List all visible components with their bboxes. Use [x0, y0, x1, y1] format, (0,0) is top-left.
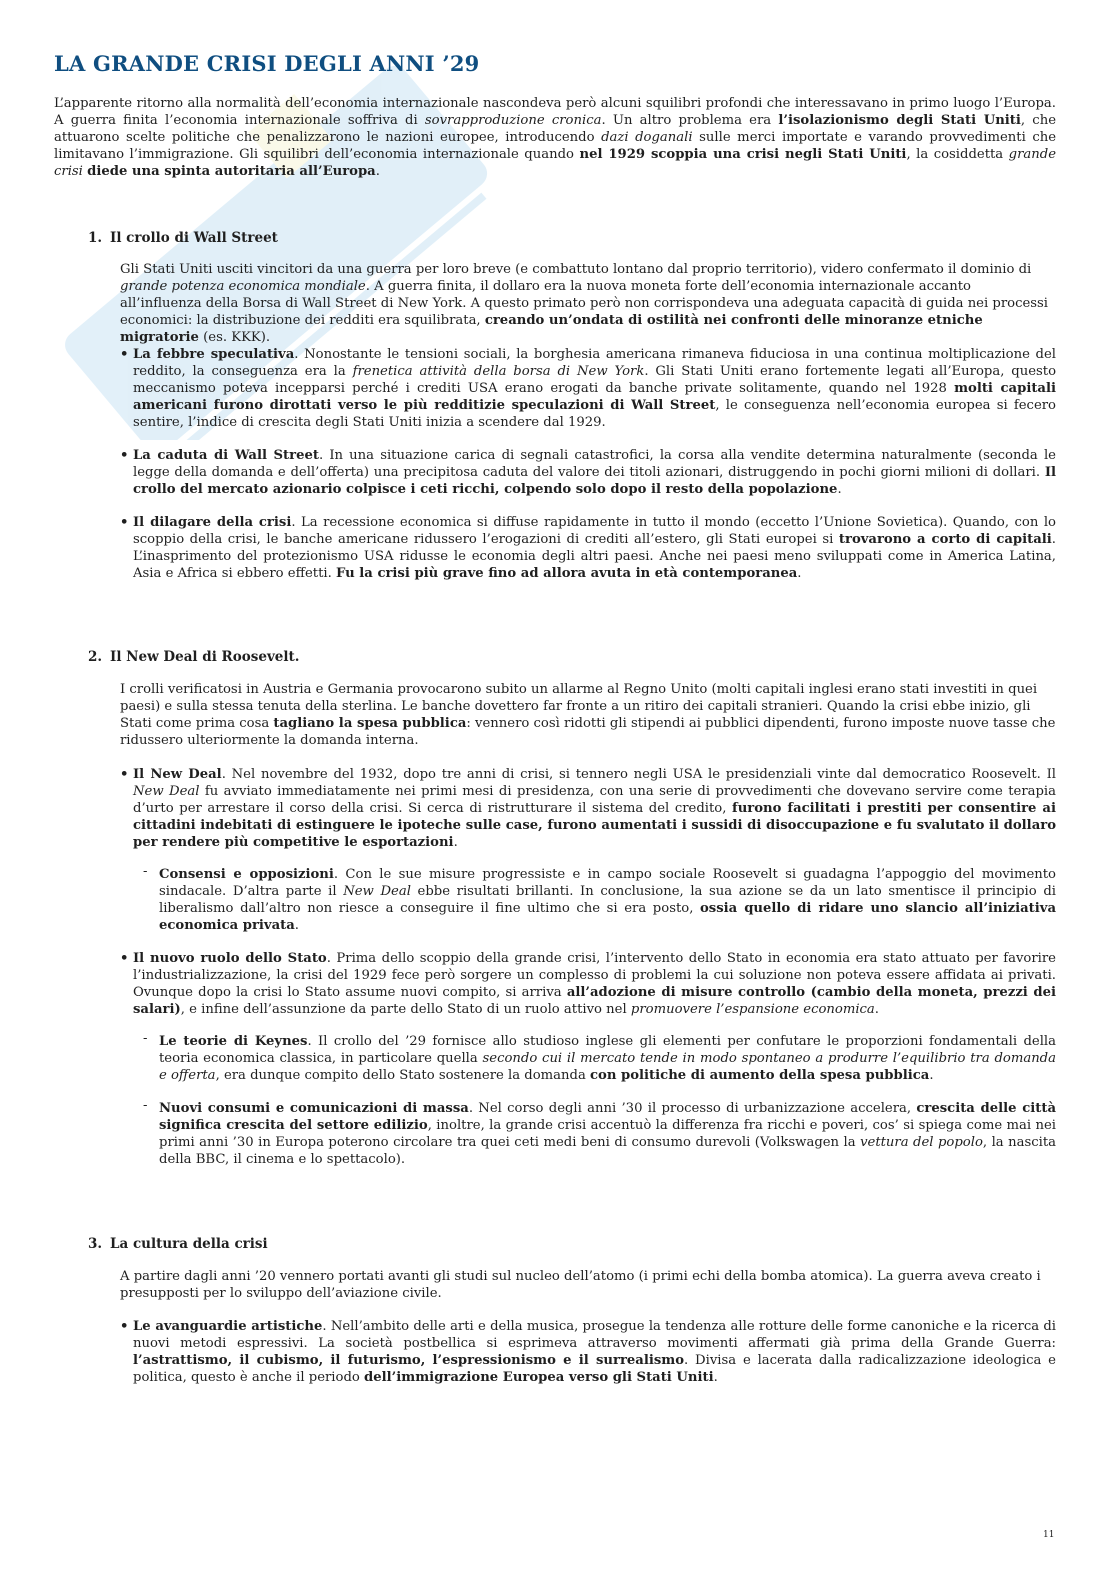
italic-text: New Deal — [343, 883, 411, 899]
text-run: (es. KKK). — [198, 329, 271, 345]
italic-text: promuovere l’espansione economica — [630, 1001, 875, 1017]
bold-text: Il nuovo ruolo dello Stato — [133, 951, 327, 966]
text-run: , la cosiddetta — [906, 146, 1009, 162]
text-run: . Nel corso degli anni ’30 il processo di urbanizzazione accelera, — [468, 1101, 917, 1116]
text-run: , le conseguenza nell’economia europea si fecero sentire, l’indice di crescita degli Stati Uniti inizia a scendere dal 1929. — [133, 397, 1056, 430]
bold-text: Le avanguardie artistiche — [133, 1319, 323, 1334]
italic-text: secondo cui il mercato tende in modo spontaneo a produrre l’equilibrio tra domanda e offerta — [159, 1050, 1056, 1083]
text-run: . — [294, 917, 299, 933]
text-run: ebbe risultati brillanti. In conclusione, la sua azione se da un lato smentisce il principio di liberalismo dall’altro non riesce a conseguire il fine ultimo che si era posto, — [159, 883, 1057, 916]
text-run: . L’inasprimento del protezionismo USA ridusse le economia degli altri paesi. Anche nei paesi meno sviluppati come in America Latina, Asia e Africa si ebbero effetti. — [133, 531, 1056, 581]
bold-text: trovarono a corto di capitali — [838, 531, 1052, 547]
text-run: sulle merci importate e varando provvedimenti che limitavano l’immigrazione. Gli squilibri dell’economia internazionale quando — [54, 129, 1057, 162]
text-run: . — [797, 565, 802, 581]
bullet-new-deal — [120, 767, 1056, 852]
bold-text: con politiche di aumento della spesa pubblica — [590, 1067, 930, 1083]
italic-text: frenetica attività della borsa di New York — [352, 363, 645, 379]
bold-text: creando un’ondata di ostilità nei confronti delle minoranze etniche migratorie — [120, 312, 983, 345]
text-run: , era dunque compito dello Stato sostenere la domanda — [215, 1067, 591, 1083]
page-number: 11 — [1043, 1530, 1055, 1540]
subitem-nuovi-consumi — [143, 1101, 1056, 1169]
text-run: . Gli Stati Uniti erano fortemente legati all’Europa, questo meccanismo poteva incepparsi perché i crediti USA erano erogati da banche private solitamente, quando nel 1928 — [133, 363, 1057, 396]
bold-text: Il crollo del mercato azionario colpisce i ceti ricchi, colpendo solo dopo il resto della popolazione — [133, 464, 1056, 497]
section-2-intro — [120, 682, 1056, 750]
text-run: Gli Stati Uniti usciti vincitori da una guerra per loro breve (e combattuto lontano dal proprio territorio), videro confermato il dominio di — [120, 262, 1032, 277]
section-title-new-deal: 2. Il New Deal di Roosevelt. — [88, 649, 300, 665]
italic-text: New Deal — [133, 783, 200, 799]
bold-text: nel 1929 scoppia una crisi negli Stati Uniti — [579, 146, 907, 162]
text-run: . — [837, 481, 842, 497]
bold-text: Fu la crisi più grave fino ad allora avuta in età contemporanea — [335, 565, 798, 581]
bold-text: crescita delle città significa crescita del settore edilizio — [159, 1101, 1056, 1133]
text-run: : vennero così ridotti gli stipendi ai pubblici dipendenti, furono imposte nuove tasse che ridussero ulteriormente la domanda interna. — [120, 715, 1056, 748]
text-run: . A guerra finita, il dollaro era la nuova moneta forte dell’economia internazionale accanto all’influenza della Borsa di Wall Street di New York. A questo primato però non corrispondeva una adeguata capacità di guida nei processi economici: la distribuzione dei redditi era squilibrata, — [120, 278, 1049, 328]
subitem-consensi-opposizioni — [143, 867, 1056, 935]
bold-text: ossia quello di ridare uno slancio all’iniziativa economica privata — [159, 900, 1056, 933]
text-run: L’apparente ritorno alla normalità dell’economia internazionale nascondeva però alcuni squilibri profondi che interessavano in primo luogo l’Europa. A guerra finita l’economia internazionale soffriva di — [54, 96, 1056, 128]
bullet-caduta-wall-street — [120, 448, 1056, 499]
bold-text: tagliano la spesa pubblica — [273, 715, 467, 731]
text-run: , e infine dell’assunzione da parte dello Stato di un ruolo attivo nel — [180, 1001, 631, 1017]
bold-text: La caduta di Wall Street — [133, 448, 319, 463]
italic-text: dazi doganali — [601, 129, 693, 145]
text-run: . — [453, 834, 458, 850]
bullet-febbre-speculativa — [120, 347, 1056, 432]
text-run: I crolli verificatosi in Austria e Germania provocarono subito un allarme al Regno Unito (molti capitali inglesi erano stati investiti in quei paesi) e sulla stessa tenuta della sterlina. Le banche dovettero far fronte a un ritiro dei capitali stranieri. Quando la crisi ebbe inizio, gli Stati come prima cosa — [120, 682, 1038, 731]
text-run: . Un altro problema era — [601, 112, 779, 128]
page-title: LA GRANDE CRISI DEGLI ANNI ’29 — [54, 51, 480, 76]
italic-text: grande potenza economica mondiale — [120, 278, 366, 294]
bold-text: diede una spinta autoritaria all’Europa — [87, 163, 376, 179]
text-run: . La recessione economica si diffuse rapidamente in tutto il mondo (eccetto l’Unione Sovietica). Quando, con lo scoppio della crisi, le banche americane ridussero l’erogazioni di crediti all’estero, gli Stati europei si — [133, 515, 1056, 547]
text-run: , inoltre, la grande crisi accentuò la differenza fra ricchi e poveri, cos’ si spiega come mai nei primi anni ’30 in Europa poterono circolare tra quei ceti medi beni di consumo durevoli (Volkswagen la — [159, 1117, 1056, 1150]
text-run: . Prima dello scoppio della grande crisi, l’intervento dello Stato in economia era stato attuato per favorire l’industrializzazione, la crisi del 1929 fece però sorgere un complesso di problemi la cui soluzione non poteva essere affidata ai privati. Ovunque dopo la crisi lo Stato assume nuovi compito, si arriva — [133, 951, 1056, 1000]
text-run: . Il crollo del ’29 fornisce allo studioso inglese gli elementi per confutare le proporzioni fondamentali della teoria economica classica, in particolare quella — [159, 1034, 1056, 1066]
text-run: . — [375, 163, 380, 179]
bold-text: La febbre speculativa — [133, 347, 295, 362]
text-run: . Nell’ambito delle arti e della musica, prosegue la tendenza alle rotture delle forme canoniche e la ricerca di nuovi metodi espressivi. La società postbellica si esprimeva attraverso movimenti affermati già prima della Grande Guerra: — [133, 1319, 1056, 1351]
bold-text: Il New Deal — [133, 767, 222, 782]
bold-text: furono facilitati i prestiti per consentire ai cittadini indebitati di estinguere le ipoteche sulle case, furono aumentati i sussidi di disoccupazione e fu svalutato il dollaro per rendere più competitive le esportazioni — [133, 800, 1056, 850]
text-run: . Con le sue misure progressiste e in campo sociale Roosevelt si guadagna l’appoggio del movimento sindacale. D’altra parte il — [159, 867, 1056, 899]
text-run: . In una situazione carica di segnali catastrofici, la corsa alla vendite determina naturalmente (seconda le legge della domanda e dell’offerta) una precipitosa caduta del valore dei titoli azionari, distruggendo in pochi giorni milioni di dollari. — [133, 448, 1056, 480]
text-run: . — [874, 1001, 879, 1017]
text-run: , che attuarono scelte politiche che penalizzarono le nazioni europee, introducendo — [54, 112, 1056, 145]
bold-text: l’isolazionismo degli Stati Uniti — [778, 112, 1021, 128]
text-run: , la nascita della BBC, il cinema e lo spettacolo). — [159, 1134, 1057, 1167]
bullet-dilagare-crisi — [120, 515, 1056, 583]
bullet-nuovo-ruolo-stato — [120, 951, 1056, 1019]
bold-text: Il dilagare della crisi — [133, 515, 292, 530]
text-run: A partire dagli anni ’20 vennero portati avanti gli studi sul nucleo dell’atomo (i primi echi della bomba atomica). La guerra aveva creato i presupposti per lo sviluppo dell’aviazione civile. — [120, 1269, 1041, 1301]
section-1-intro — [120, 262, 1056, 347]
section-3-intro — [120, 1269, 1056, 1303]
bold-text: dell’immigrazione Europea verso gli Stati Uniti — [364, 1369, 714, 1385]
bullet-avanguardie-artistiche — [120, 1319, 1056, 1387]
italic-text: grande crisi — [54, 146, 1057, 179]
text-run: . Nonostante le tensioni sociali, la borghesia americana rimaneva fiduciosa in una continua moltiplicazione del reddito, la conseguenza era la — [133, 347, 1056, 379]
bold-text: l’astrattismo, il cubismo, il futurismo, l’espressionismo e il surrealismo — [133, 1352, 685, 1368]
text-run: . Divisa e lacerata dalla radicalizzazione ideologica e politica, questo è anche il periodo — [133, 1352, 1056, 1385]
text-run: . — [713, 1369, 718, 1385]
italic-text: sovrapproduzione cronica — [424, 112, 602, 128]
subitem-teorie-keynes — [143, 1034, 1056, 1085]
section-title-cultura-crisi: 3. La cultura della crisi — [88, 1236, 268, 1252]
text-run: . — [929, 1067, 934, 1083]
bold-text: Nuovi consumi e comunicazioni di massa — [159, 1101, 469, 1116]
bold-text: Le teorie di Keynes — [159, 1034, 308, 1049]
italic-text: vettura del popolo — [860, 1134, 983, 1150]
section-title-wall-street: 1. Il crollo di Wall Street — [88, 230, 278, 246]
text-run: fu avviato immediatamente nei primi mesi di presidenza, con una serie di provvedimenti che dovevano servire come terapia d’urto per arrestare il corso della crisi. Si cerca di ristrutturare il sistema del credito, — [133, 783, 1057, 816]
bold-text: all’adozione di misure controllo (cambio della moneta, prezzi dei salari) — [133, 984, 1056, 1017]
text-run: . Nel novembre del 1932, dopo tre anni di crisi, si tennero negli USA le presidenziali vinte dal democratico Roosevelt. Il — [221, 767, 1056, 782]
bold-text: molti capitali americani furono dirottati verso le più redditizie speculazioni di Wall Street — [133, 380, 1056, 413]
bold-text: Consensi e opposizioni — [159, 867, 334, 882]
intro-paragraph — [54, 96, 1056, 181]
